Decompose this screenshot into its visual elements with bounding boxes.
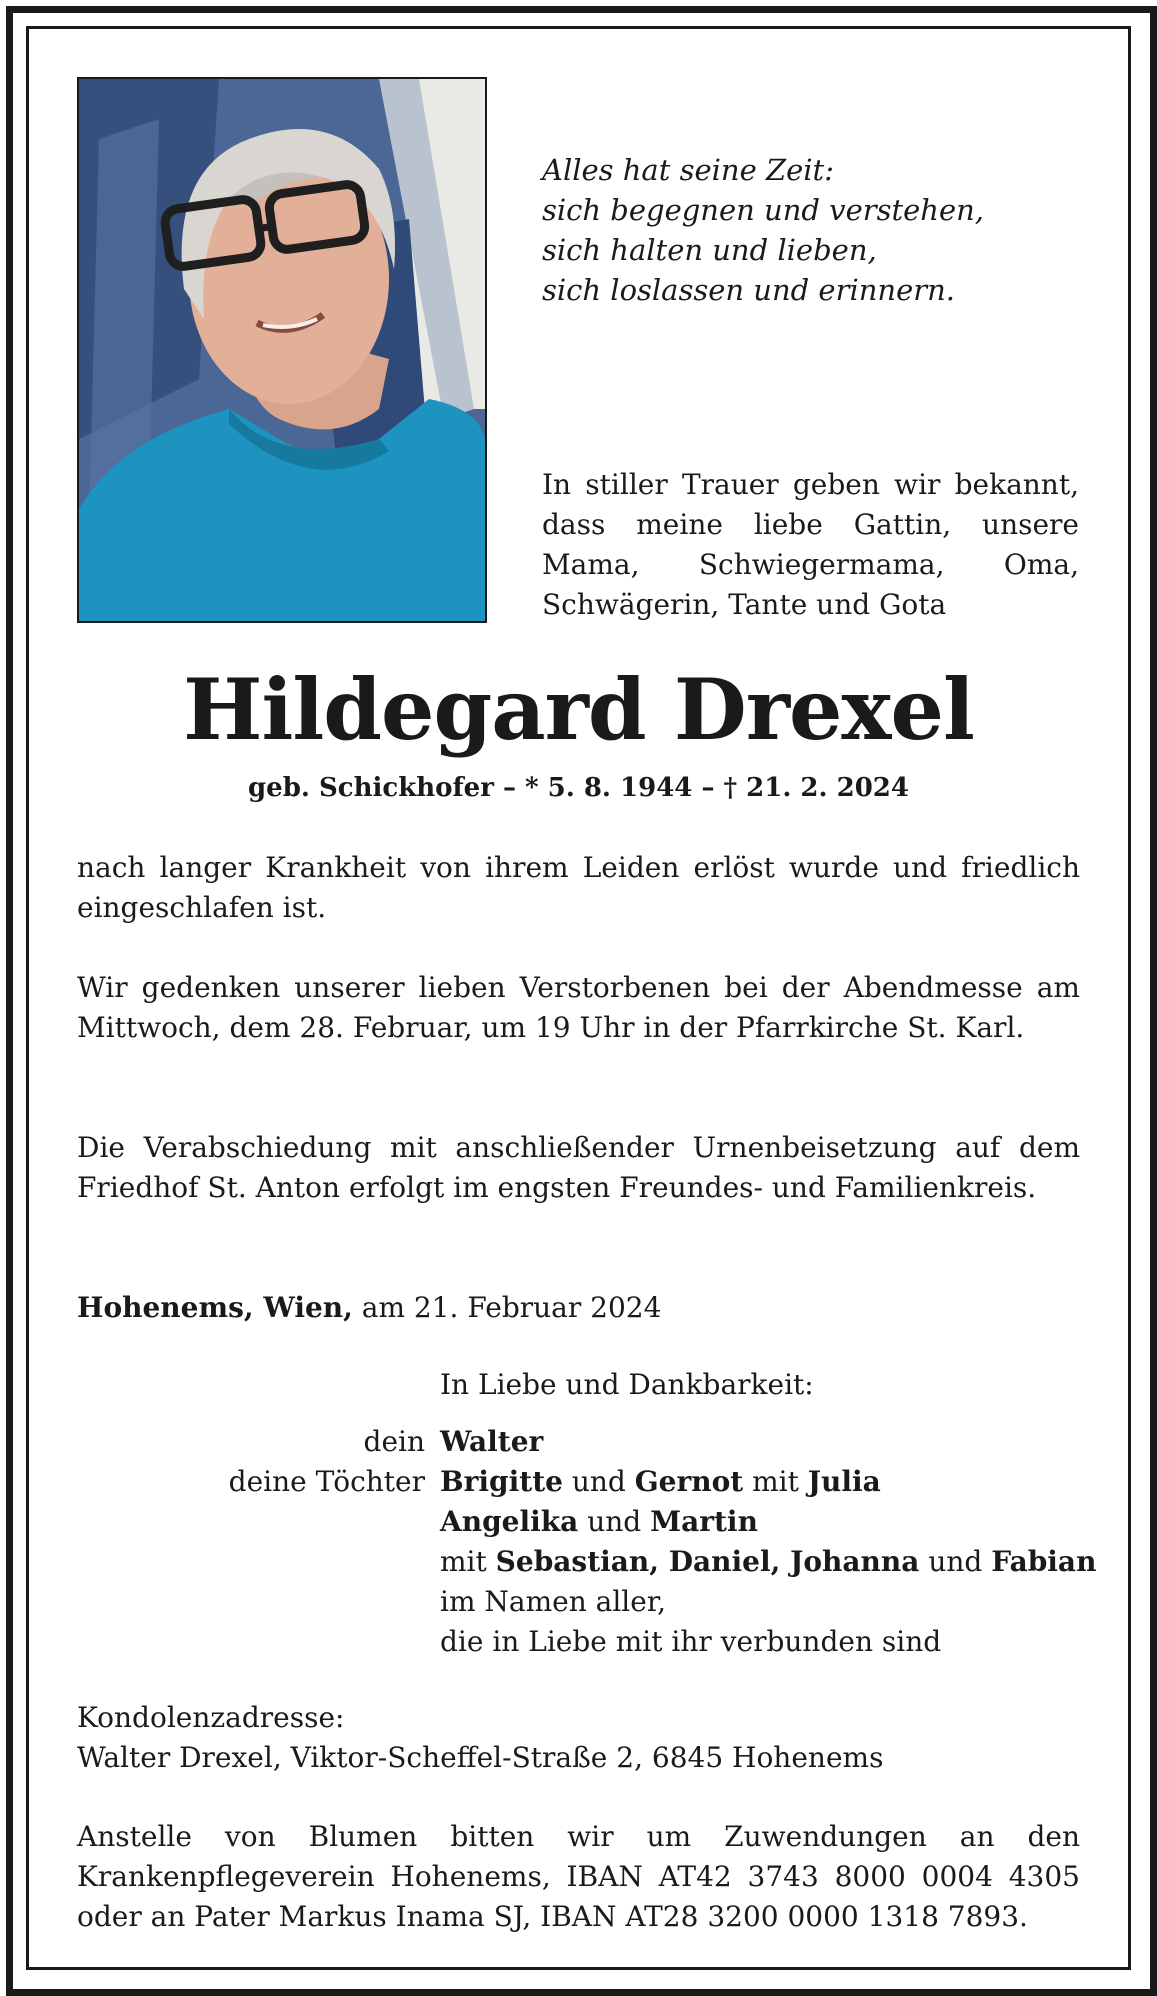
donation-request [77,1817,1080,1937]
portrait-photo [77,77,487,623]
signature-husband [440,1422,543,1462]
poem-line: Alles hat seine Zeit: [542,153,834,187]
signature-prefix-husband: dein [363,1425,425,1458]
announcement-intro: In stiller Trauer geben wir bekannt, dass meine liebe Gattin, unsere Mama, Schwiegermama, Oma, Schwägerin, Tante und Gota [542,468,1079,621]
name-gernot: Gernot [634,1465,744,1498]
name-fabian: Fabian [991,1545,1097,1578]
paragraph-burial: Die Verabschiedung mit anschließender Urnenbeisetzung auf dem Friedhof St. Anton erfolgt im engsten Freundes- und Familienkreis. [77,1131,1080,1204]
poem-line: sich begegnen und verstehen, [542,193,985,227]
name-walter: Walter [440,1425,544,1458]
name-angelika: Angelika [440,1505,579,1538]
donation-line: Anstelle von Blumen bitten wir um Zuwendungen an den [77,1820,1080,1853]
donation-line: oder an Pater Markus Inama SJ, IBAN AT28 3200 0000 1318 7893. [77,1900,1028,1933]
signature-connected: die in Liebe mit ihr verbunden sind [440,1625,942,1658]
poem-line: sich halten und lieben, [542,233,877,267]
place-location: Hohenems, Wien, [77,1291,353,1324]
connector: und [928,1545,983,1578]
condolence-address-line: Walter Drexel, Viktor-Scheffel-Straße 2, 6845 Hohenems [77,1741,884,1774]
signoff: In Liebe und Dankbarkeit: [440,1368,814,1401]
place-date-text: am 21. Februar 2024 [361,1291,662,1324]
connector: mit [440,1545,487,1578]
place-date [77,1288,661,1328]
signature-daughter-2 [440,1502,758,1542]
poem [542,150,1102,310]
signature-daughter-1 [440,1462,881,1502]
poem-line: sich loslassen und erinnern. [542,273,956,307]
connector: und [587,1505,642,1538]
deceased-name: Hildegard Drexel [183,660,974,759]
paragraph-passing: nach langer Krankheit von ihrem Leiden erlöst wurde und friedlich eingeschlafen ist. [77,851,1080,924]
signature-on-behalf: im Namen aller, [440,1585,667,1618]
signature-prefix-daughters: deine Töchter [228,1465,425,1498]
names-grandchildren: Sebastian, Daniel, Johanna [495,1545,920,1578]
name-brigitte: Brigitte [440,1465,563,1498]
condolence-address [77,1698,883,1778]
donation-line: Krankenpflegeverein Hohenems, IBAN AT42 3743 8000 0004 4305 [77,1860,1080,1893]
condolence-label: Kondolenzadresse: [77,1701,345,1734]
name-martin: Martin [650,1505,758,1538]
connector: und [571,1465,626,1498]
paragraph-mass: Wir gedenken unserer lieben Verstorbenen bei der Abendmesse am Mittwoch, dem 28. Februar, um 19 Uhr in der Pfarrkirche St. Karl. [77,971,1080,1044]
connector: mit [752,1465,799,1498]
signature-grandchildren [440,1542,1096,1582]
name-julia: Julia [807,1465,881,1498]
birth-death-dates: geb. Schickhofer – * 5. 8. 1944 – † 21. 2. 2024 [247,773,909,803]
